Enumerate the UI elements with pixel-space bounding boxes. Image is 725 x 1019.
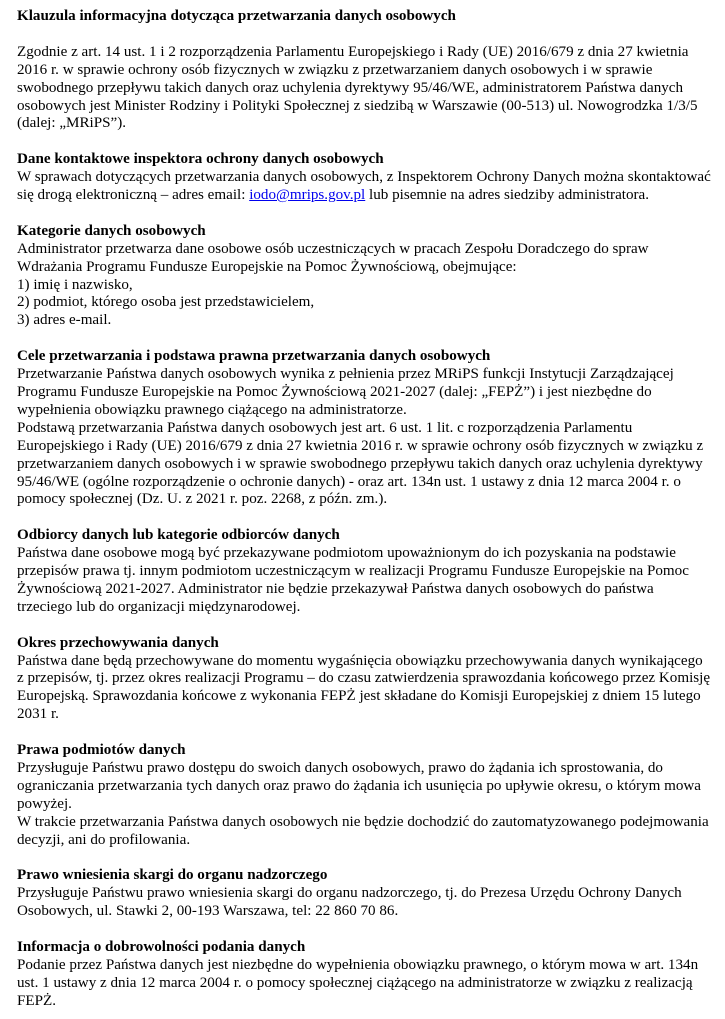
section-heading: Cele przetwarzania i podstawa prawna przetwarzania danych osobowych	[17, 348, 491, 365]
spacer	[17, 205, 711, 223]
section-heading: Prawo wniesienia skargi do organu nadzorczego	[17, 867, 328, 884]
spacer	[17, 617, 711, 635]
section-heading: Prawa podmiotów danych	[17, 742, 186, 759]
list-item: 3) adres e-mail.	[17, 312, 112, 329]
recipients-paragraph: Państwa dane osobowe mogą być przekazywane podmiotom upoważnionym do ich pozyskania na podstawie przepisów prawa tj. innym podmiotom uczestniczącym w realizacji Programu Fundusze Europejskie na Pomoc Żywnościową 2021-2027. Administrator nie będzie przekazywał Państwa danych osobowych do państwa trzeciego lub do organizacji międzynarodowej.	[17, 545, 689, 615]
purposes-paragraph: Przetwarzanie Państwa danych osobowych wynika z pełnienia przez MRiPS funkcji Instytucji Zarządzającej Programu Fundusze Europejskie na Pomoc Żywnościową 2021-2027 (dalej: „FEPŻ”) i jest niezbędne do wypełnienia obowiązku prawnego ciążącego na administratorze.	[17, 366, 674, 418]
section-complaint	[17, 867, 711, 921]
rights-paragraph: Przysługuje Państwu prawo dostępu do swoich danych osobowych, prawo do żądania ich sprostowania, do ograniczania przetwarzania tych danych oraz prawo do żądania ich usunięcia po upływie okresu, o którym mowa powyżej.	[17, 759, 701, 812]
section-recipients	[17, 527, 711, 617]
profiling-paragraph: W trakcie przetwarzania Państwa danych osobowych nie będzie dochodzić do zautomatyzowanego podejmowania decyzji, ani do profilowania.	[17, 813, 709, 848]
spacer	[17, 724, 711, 742]
spacer	[17, 509, 711, 527]
section-heading: Odbiorcy danych lub kategorie odbiorców danych	[17, 527, 340, 544]
categories-paragraph: Administrator przetwarza dane osobowe osób uczestniczących w pracach Zespołu Doradczego do spraw Wdrażania Programu Fundusze Europejskie na Pomoc Żywnościową, obejmujące:	[17, 240, 649, 275]
spacer	[17, 26, 711, 44]
voluntary-paragraph: Podanie przez Państwa danych jest niezbędne do wypełnienia obowiązku prawnego, o którym mowa w art. 134n ust. 1 ustawy z dnia 12 marca 2004 r. o pomocy społecznej ciążącego na administratorze w związku z realizacją FEPŻ.	[17, 956, 699, 1009]
document-title: Klauzula informacyjna dotycząca przetwarzania danych osobowych	[17, 8, 456, 24]
retention-paragraph: Państwa dane będą przechowywane do momentu wygaśnięcia obowiązku przechowywania danych wynikającego z przepisów, tj. przez okres realizacji Programu – do czasu zatwierdzenia sprawozdania końcowego przez Komisję Europejską. Sprawozdania końcowe z wykonania FEPŻ jest składane do Komisji Europejskiej z dniem 15 lutego 2031 r.	[17, 652, 711, 723]
list-item: 2) podmiot, którego osoba jest przedstawicielem,	[17, 294, 315, 311]
section-heading: Informacja o dobrowolności podania danych	[17, 938, 306, 955]
section-rights	[17, 742, 711, 849]
contact-text-after: lub pisemnie na adres siedziby administratora.	[365, 187, 650, 204]
contact-paragraph	[17, 169, 711, 205]
spacer	[17, 133, 711, 151]
list-item: 1) imię i nazwisko,	[17, 276, 133, 293]
section-purposes	[17, 348, 711, 509]
contact-text-before: W sprawach dotyczących przetwarzania danych osobowych, z Inspektorem Ochrony Danych można skontaktować się drogą elektroniczną – adres email:	[17, 169, 711, 204]
section-heading: Okres przechowywania danych	[17, 634, 219, 651]
spacer	[17, 849, 711, 867]
email-link[interactable]: iodo@mrips.gov.pl	[249, 187, 366, 204]
section-heading: Dane kontaktowe inspektora ochrony danych osobowych	[17, 151, 384, 168]
section-heading: Kategorie danych osobowych	[17, 222, 206, 239]
spacer	[17, 921, 711, 939]
section-categories	[17, 223, 711, 330]
section-retention	[17, 635, 711, 725]
intro-paragraph: Zgodnie z art. 14 ust. 1 i 2 rozporządzenia Parlamentu Europejskiego i Rady (UE) 2016/679 z dnia 27 kwietnia 2016 r. w sprawie ochrony osób fizycznych w związku z przetwarzaniem danych osobowych i w sprawie swobodnego przepływu takich danych oraz uchylenia dyrektywy 95/46/WE, administratorem Państwa danych osobowych jest Minister Rodziny i Polityki Społecznej z siedzibą w Warszawie (00-513) ul. Nowogrodzka 1/3/5 (dalej: „MRiPS”).	[17, 43, 698, 132]
section-contact	[17, 151, 711, 205]
section-voluntary	[17, 939, 711, 1011]
legal-basis-paragraph: Podstawą przetwarzania Państwa danych osobowych jest art. 6 ust. 1 lit. c rozporządzenia Parlamentu Europejskiego i Rady (UE) 2016/679 z dnia 27 kwietnia 2016 r. w sprawie ochrony osób fizycznych w związku z przetwarzaniem danych osobowych i w sprawie swobodnego przepływu takich danych oraz uchylenia dyrektywy 95/46/WE (ogólne rozporządzenie o ochronie danych) - oraz art. 134n ust. 1 ustawy z dnia 12 marca 2004 r. o pomocy społecznej (Dz. U. z 2021 r. poz. 2268, z późn. zm.).	[17, 419, 704, 508]
spacer	[17, 330, 711, 348]
complaint-paragraph: Przysługuje Państwu prawo wniesienia skargi do organu nadzorczego, tj. do Prezesa Urzędu Ochrony Danych Osobowych, ul. Stawki 2, 00-193 Warszawa, tel: 22 860 70 86.	[17, 885, 682, 920]
